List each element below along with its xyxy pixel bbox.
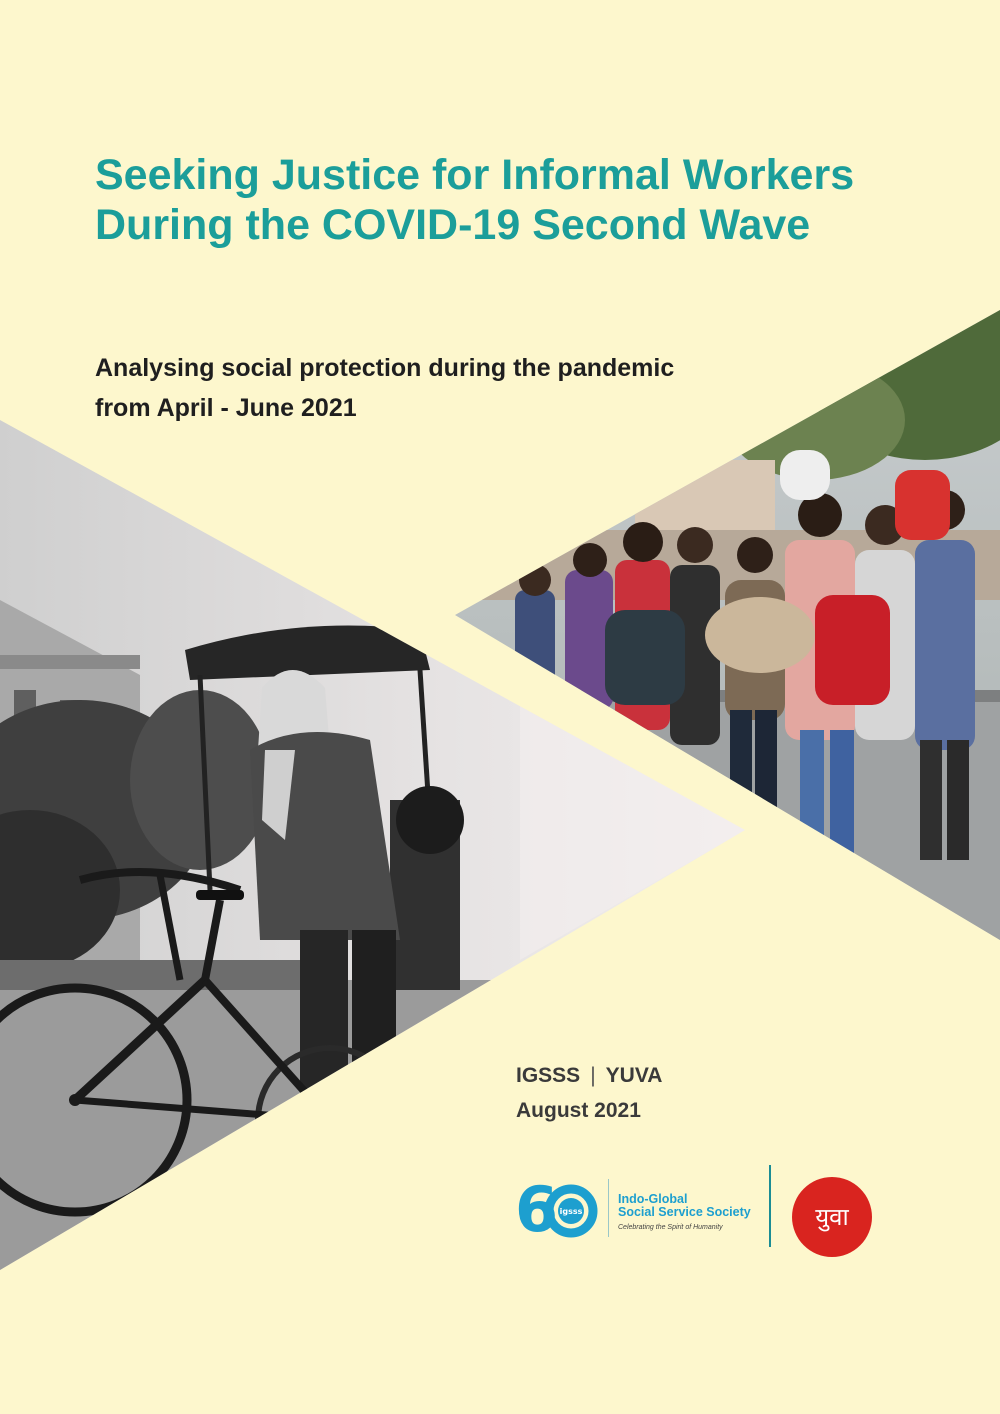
igsss-name-block — [618, 1193, 751, 1234]
yuva-logo — [790, 1175, 874, 1259]
publication-date: August 2021 — [516, 1099, 641, 1122]
publisher-info — [516, 1058, 662, 1128]
igsss-logo-divider — [608, 1179, 609, 1237]
igsss-tagline: Celebrating the Spirit of Humanity — [618, 1224, 723, 1231]
publisher-org-igsss: IGSSS — [516, 1064, 581, 1087]
report-subtitle: Analysing social protection during the pandemic from April - June 2021 — [95, 354, 675, 422]
publisher-org-yuva: YUVA — [605, 1064, 663, 1087]
igsss-60-logo — [513, 1171, 603, 1241]
igsss-name-line2: Social Service Society — [618, 1205, 751, 1219]
publisher-separator: | — [590, 1064, 596, 1087]
yuva-logo-text: युवा — [815, 1203, 849, 1231]
igsss-name-line1: Indo-Global — [618, 1192, 688, 1206]
logo-row — [513, 1163, 893, 1253]
igsss-logo-numeral: 6 — [515, 1173, 559, 1241]
migrant-workers-photo — [455, 310, 1000, 940]
igsss-logo-badge-text: igsss — [559, 1207, 583, 1216]
logo-divider — [769, 1165, 771, 1247]
report-title: Seeking Justice for Informal Workers During the COVID-19 Second Wave — [95, 151, 855, 249]
publisher-orgs — [516, 1058, 662, 1093]
